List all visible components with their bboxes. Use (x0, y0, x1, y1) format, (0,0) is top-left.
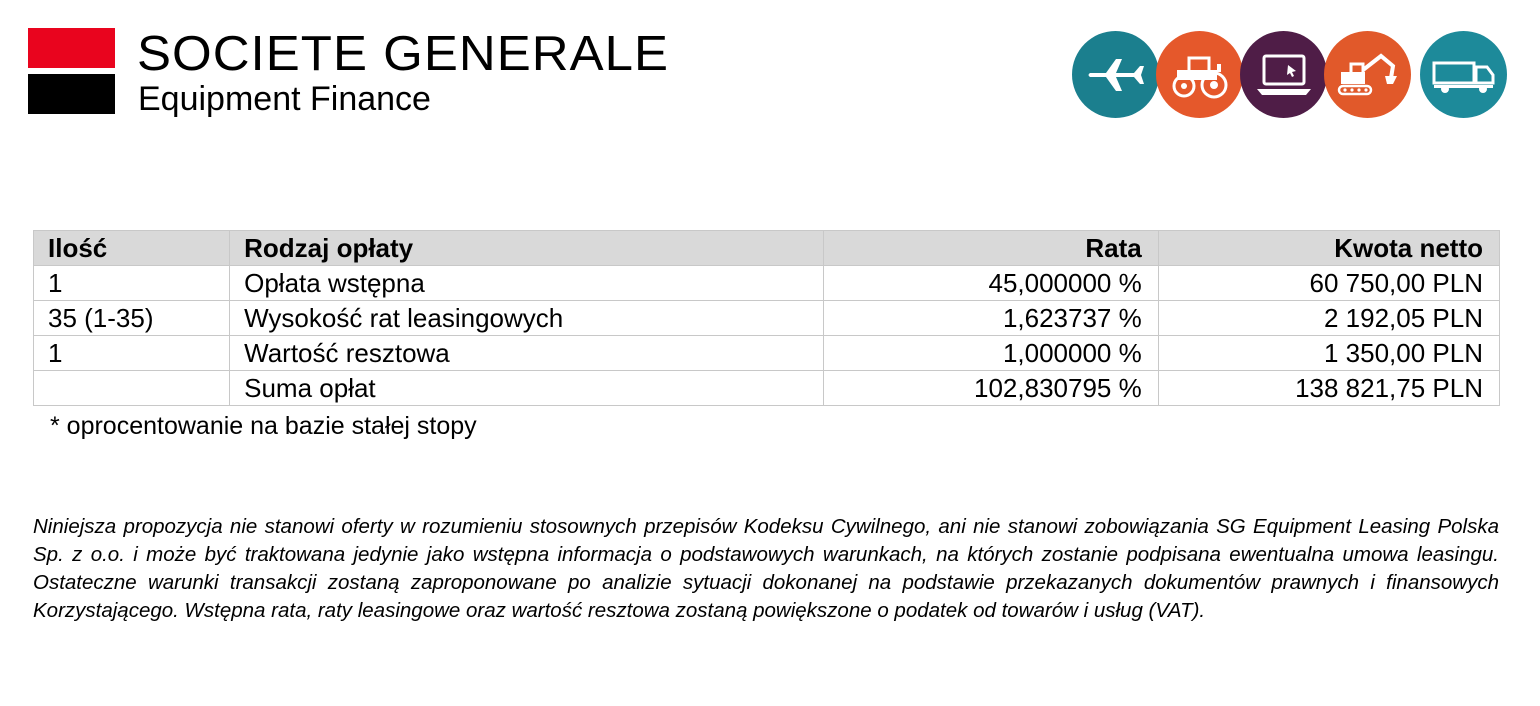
cell-type: Wartość resztowa (230, 336, 823, 371)
cell-amount: 60 750,00 PLN (1158, 266, 1499, 301)
fees-table (33, 230, 1500, 406)
tractor-icon (1156, 31, 1243, 118)
cell-amount: 138 821,75 PLN (1158, 371, 1499, 406)
excavator-icon (1324, 31, 1411, 118)
table-row (34, 336, 1500, 371)
cell-qty (34, 371, 230, 406)
cell-qty: 1 (34, 266, 230, 301)
cell-amount: 1 350,00 PLN (1158, 336, 1499, 371)
cell-rate: 45,000000 % (823, 266, 1158, 301)
header-type: Rodzaj opłaty (230, 231, 823, 266)
airplane-icon (1072, 31, 1159, 118)
brand-logo (28, 28, 788, 118)
cell-rate: 102,830795 % (823, 371, 1158, 406)
brand-subtitle: Equipment Finance (138, 80, 431, 118)
cell-amount: 2 192,05 PLN (1158, 301, 1499, 336)
category-icons (1072, 31, 1512, 119)
table-row (34, 266, 1500, 301)
cell-type: Opłata wstępna (230, 266, 823, 301)
logo-mark-icon (28, 28, 115, 114)
table-total-row (34, 371, 1500, 406)
header-amount: Kwota netto (1158, 231, 1499, 266)
table-header-row (34, 231, 1500, 266)
truck-icon (1420, 31, 1507, 118)
cell-type: Wysokość rat leasingowych (230, 301, 823, 336)
cell-rate: 1,000000 % (823, 336, 1158, 371)
header-qty: Ilość (34, 231, 230, 266)
disclaimer: Niniejsza propozycja nie stanowi oferty w rozumieniu stosownych przepisów Kodeksu Cywilnego, ani nie stanowi zobowiązania SG Equipment Leasing Polska Sp. z o.o. i może być traktowana jedynie jako wstępna informacja o podstawowych warunkach, na których zostanie podpisana ewentualna umowa leasingu. Ostateczne warunki transakcji zostaną zaproponowane po analizie sytuacji dokonanej na podstawie przekazanych dokumentów prawnych i finansowych Korzystającego. Wstępna rata, raty leasingowe oraz wartość resztowa zostaną powiększone o podatek od towarów i usług (VAT). (33, 515, 1499, 622)
footnote: * oprocentowanie na bazie stałej stopy (50, 412, 477, 440)
cell-qty: 35 (1-35) (34, 301, 230, 336)
cell-rate: 1,623737 % (823, 301, 1158, 336)
table-row (34, 301, 1500, 336)
laptop-icon (1240, 31, 1327, 118)
cell-qty: 1 (34, 336, 230, 371)
cell-type: Suma opłat (230, 371, 823, 406)
brand-name: SOCIETE GENERALE (137, 27, 670, 81)
header-rate: Rata (823, 231, 1158, 266)
